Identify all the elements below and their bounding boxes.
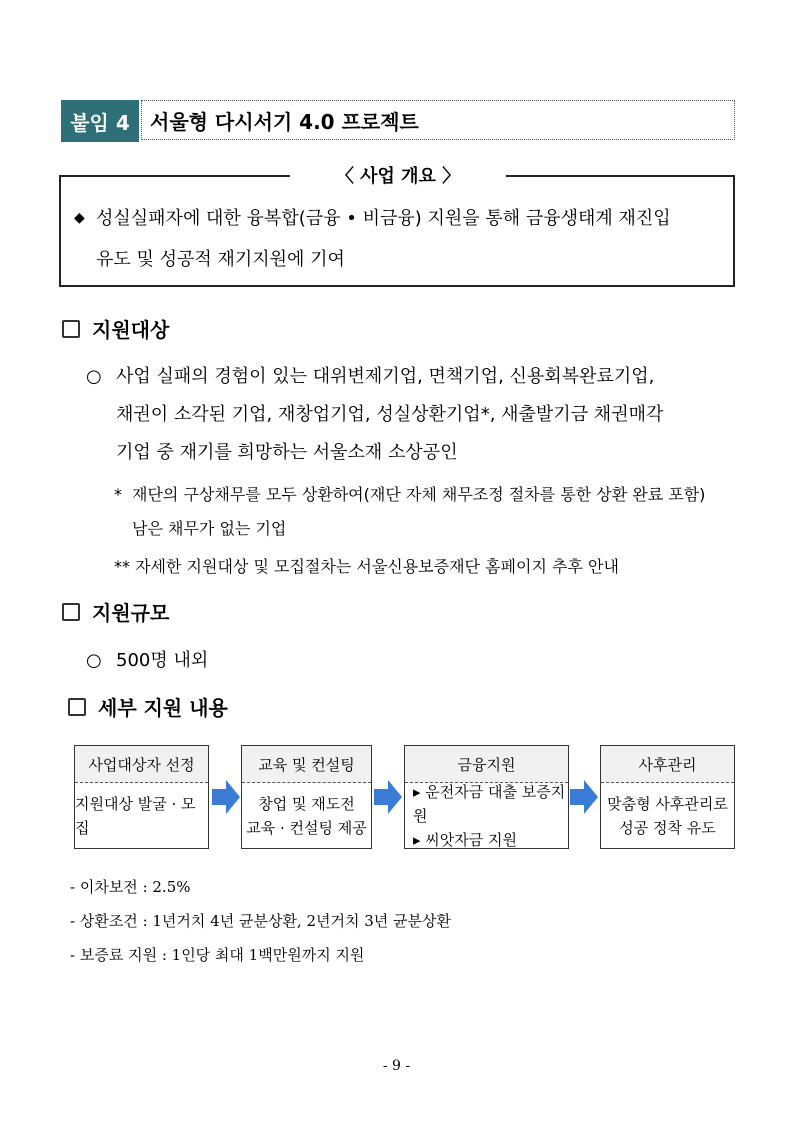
diamond-bullet-icon: ◆: [74, 210, 85, 226]
section-target: [62, 314, 169, 343]
overview-line-2: 유도 및 성공적 재기지원에 기여: [96, 249, 345, 270]
circle-bullet-icon: ○: [86, 366, 102, 387]
scale-body: [86, 642, 208, 680]
flow-step-4-body-line-2: 성공 정착 유도: [619, 819, 716, 837]
flow-step-3-head: 금융지원: [405, 746, 568, 783]
condition-interest: - 이차보전 : 2.5%: [70, 878, 191, 896]
target-note-1: [114, 478, 754, 546]
flow-step-2: [241, 745, 372, 849]
arrow-right-icon: [374, 780, 402, 814]
flow-step-1-body: 지원대상 발굴 · 모집: [75, 795, 196, 837]
flow-step-2-body-line-2: 교육 · 컨설팅 제공: [246, 819, 367, 837]
section-detail-title: 세부 지원 내용: [98, 696, 228, 720]
section-scale-title: 지원규모: [92, 601, 170, 625]
flow-step-4-head: 사후관리: [601, 746, 734, 783]
arrow-right-icon: [570, 780, 598, 814]
overview-line-1: 성실실패자에 대한 융복합(금융 • 비금융) 지원을 통해 금융생태계 재진입: [96, 208, 671, 229]
flow-step-1: [74, 745, 209, 849]
target-note-1-line-2: 남은 채무가 없는 기업: [132, 519, 287, 538]
flow-step-2-body-line-1: 창업 및 재도전: [258, 795, 355, 813]
section-scale: [62, 597, 169, 626]
overview-text: [74, 198, 724, 280]
circle-bullet-icon: ○: [86, 650, 102, 671]
target-note-2: ** 자세한 지원대상 및 모집절차는 서울신용보증재단 홈페이지 추후 안내: [114, 557, 619, 576]
section-target-title: 지원대상: [92, 318, 170, 342]
section-tag: 붙임 4: [61, 100, 139, 142]
flow-step-1-head: 사업대상자 선정: [75, 746, 208, 783]
condition-guarantee-fee: - 보증료 지원 : 1인당 최대 1백만원까지 지원: [70, 946, 365, 964]
flow-step-3-body-line-2: ▸ 씨앗자금 지원: [413, 831, 518, 849]
asterisk-marker: *: [114, 485, 122, 504]
flow-step-4-body-line-1: 맞춤형 사후관리로: [607, 795, 728, 813]
arrow-right-icon: [212, 780, 240, 814]
target-line-1: 사업 실패의 경험이 있는 대위변제기업, 면책기업, 신용회복완료기업,: [116, 366, 655, 387]
checkbox-square-icon: [62, 320, 80, 338]
page-number: - 9 -: [382, 1058, 411, 1074]
checkbox-square-icon: [68, 698, 86, 716]
section-detail: [68, 692, 228, 721]
page-title: 서울형 다시서기 4.0 프로젝트: [141, 100, 735, 140]
flow-step-2-head: 교육 및 컨설팅: [242, 746, 371, 783]
flow-step-3-body-line-1: ▸ 운전자금 대출 보증지원: [413, 783, 566, 825]
flow-step-3: [404, 745, 569, 849]
flow-step-4: [600, 745, 735, 849]
target-note-1-line-1: 재단의 구상채무를 모두 상환하여(재단 자체 채무조정 절차를 통한 상환 완료 포함): [132, 485, 706, 504]
condition-repayment: - 상환조건 : 1년거치 4년 균분상환, 2년거치 3년 균분상환: [70, 912, 452, 930]
checkbox-square-icon: [62, 603, 80, 621]
target-body: [86, 358, 746, 472]
target-line-2: 채권이 소각된 기업, 재창업기업, 성실상환기업*, 새출발기금 채권매각: [116, 404, 664, 425]
scale-text: 500명 내외: [116, 650, 209, 671]
overview-heading: 〈 사업 개요 〉: [290, 160, 506, 190]
target-line-3: 기업 중 재기를 희망하는 서울소재 소상공인: [116, 442, 458, 463]
